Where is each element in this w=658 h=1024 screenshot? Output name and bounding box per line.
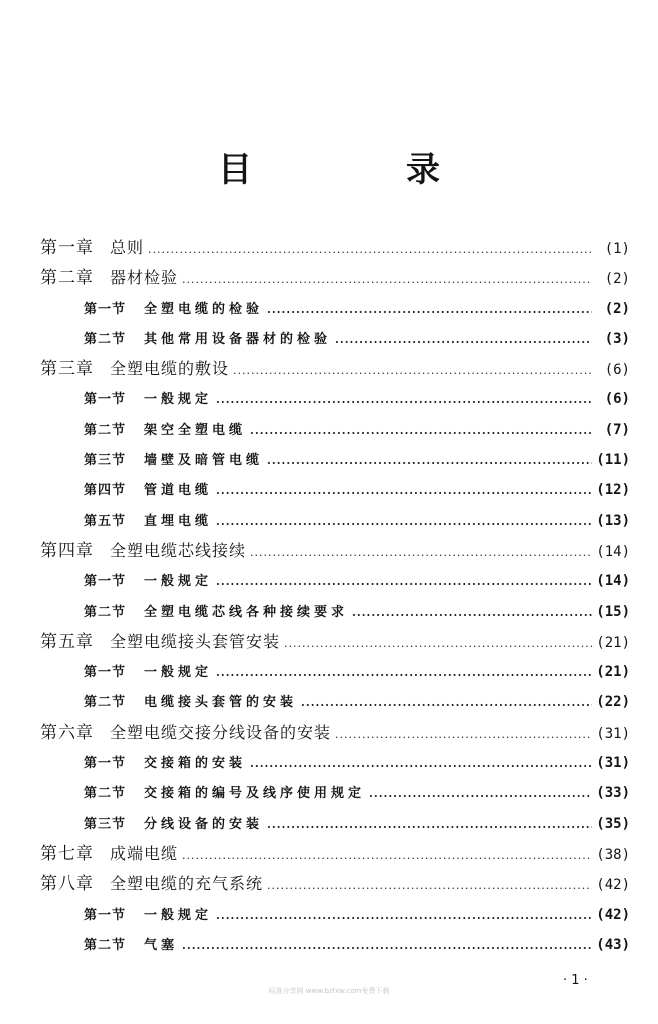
toc-entry-number: 第一节 [84, 301, 127, 317]
dot-leader [216, 567, 592, 597]
toc-section [40, 809, 630, 839]
dot-leader [267, 295, 592, 325]
dot-leader [216, 385, 592, 415]
dot-leader [250, 749, 592, 779]
toc-entry-title: 成端电缆 [110, 843, 179, 863]
toc-entry-title: 交接箱的安装 [144, 756, 247, 772]
toc-entry-title: 全塑电缆接头套管安装 [110, 631, 281, 651]
toc-section [40, 445, 630, 475]
toc-entry-number: 第二章 [40, 268, 94, 289]
toc-entry-number: 第一节 [84, 574, 127, 590]
toc-entry-number: 第一节 [84, 756, 127, 772]
toc-entry-page: (31) [596, 755, 630, 772]
page-number: · 1 · [563, 973, 588, 988]
dot-leader [369, 779, 592, 809]
toc-entry-title: 全塑电缆交接分线设备的安装 [110, 722, 332, 742]
dot-leader [182, 841, 592, 871]
dot-leader [267, 871, 592, 901]
dot-leader [182, 265, 592, 295]
toc-entry-number: 第一节 [84, 392, 127, 408]
toc-entry-page: (42) [596, 877, 630, 894]
toc-entry-page: (3) [604, 330, 630, 347]
toc-entry-title: 架空全塑电缆 [144, 422, 247, 438]
toc-entry-number: 第六章 [40, 722, 94, 743]
toc-entry-page: (31) [596, 725, 630, 742]
toc-chapter [40, 869, 630, 899]
toc-entry-page: (13) [596, 512, 630, 529]
toc-entry-page: (43) [596, 936, 630, 953]
toc-chapter [40, 536, 630, 566]
toc-entry-page: (2) [604, 300, 630, 317]
toc-entry-page: (14) [596, 543, 630, 560]
toc-entry-number: 第五章 [40, 631, 94, 652]
toc-entry-title: 全塑电缆芯线接续 [110, 540, 247, 560]
toc-section [40, 475, 630, 505]
toc-entry-page: (2) [604, 271, 630, 288]
dot-leader [335, 720, 592, 750]
toc-chapter [40, 263, 630, 293]
toc-section [40, 384, 630, 414]
toc-entry-page: (42) [596, 906, 630, 923]
toc-entry-number: 第二节 [84, 695, 127, 711]
toc-section [40, 597, 630, 627]
toc-entry-title: 一般规定 [144, 574, 213, 590]
toc-section [40, 930, 630, 960]
toc-entry-page: (1) [604, 241, 630, 257]
toc-entry-number: 第二节 [84, 331, 127, 347]
toc-entry-title: 电缆接头套管的安装 [144, 695, 298, 711]
toc-entry-title: 全塑电缆的充气系统 [110, 874, 264, 894]
toc-entry-number: 第一节 [84, 665, 127, 681]
toc-entry-number: 第八章 [40, 874, 94, 895]
toc-entry-title: 气塞 [144, 937, 179, 953]
toc-section [40, 687, 630, 717]
toc-entry-page: (22) [596, 694, 630, 711]
toc-section [40, 657, 630, 687]
dot-leader [267, 810, 592, 840]
toc-entry-title: 器材检验 [110, 268, 179, 288]
toc-chapter [40, 233, 630, 263]
toc-entry-number: 第三节 [84, 453, 127, 469]
dot-leader [216, 507, 592, 537]
toc-chapter [40, 839, 630, 869]
toc-entry-title: 一般规定 [144, 665, 213, 681]
toc-entry-number: 第二节 [84, 422, 127, 438]
toc-section [40, 778, 630, 808]
toc-entry-title: 全塑电缆芯线各种接续要求 [144, 604, 349, 620]
toc-entry-title: 全塑电缆的敷设 [110, 359, 230, 379]
toc-entry-number: 第四章 [40, 540, 94, 561]
toc-section [40, 324, 630, 354]
toc-entry-title: 墙壁及暗管电缆 [144, 453, 264, 469]
dot-leader [335, 325, 592, 355]
toc-section [40, 294, 630, 324]
dot-leader [182, 931, 592, 961]
toc-entry-title: 全塑电缆的检验 [144, 301, 264, 317]
toc-entry-page: (21) [596, 634, 630, 651]
toc-section [40, 748, 630, 778]
toc-entry-title: 其他常用设备器材的检验 [144, 331, 332, 347]
toc-entry-page: (6) [604, 362, 630, 379]
toc-entry-number: 第一节 [84, 907, 127, 923]
toc-entry-page: (21) [596, 664, 630, 681]
toc-entry-number: 第一章 [40, 238, 94, 258]
dot-leader [216, 476, 592, 506]
toc-entry-page: (38) [596, 846, 630, 863]
toc-entry-number: 第二节 [84, 786, 127, 802]
toc-entry-page: (11) [596, 452, 630, 469]
watermark-footer: 标准分享网 www.bzfxw.com免费下载 [268, 987, 390, 995]
toc-entry-page: (35) [596, 815, 630, 832]
toc-chapter [40, 627, 630, 657]
dot-leader [352, 598, 592, 628]
toc-chapter [40, 354, 630, 384]
dot-leader [267, 446, 592, 476]
dot-leader [148, 235, 592, 265]
dot-leader [250, 416, 592, 446]
dot-leader [301, 688, 592, 718]
toc-entry-title: 一般规定 [144, 392, 213, 408]
dot-leader [216, 901, 592, 931]
toc-entry-title: 交接箱的编号及线序使用规定 [144, 786, 366, 802]
toc-entry-title: 总则 [110, 238, 145, 257]
toc-section [40, 506, 630, 536]
toc-entry-number: 第四节 [84, 483, 127, 499]
toc-entry-number: 第五节 [84, 513, 127, 529]
toc-entry-title: 一般规定 [144, 907, 213, 923]
dot-leader [216, 658, 592, 688]
dot-leader [284, 629, 592, 659]
toc-entry-page: (7) [604, 421, 630, 438]
toc-entry-page: (12) [596, 482, 630, 499]
toc-entry-number: 第七章 [40, 843, 94, 864]
dot-leader [233, 356, 592, 386]
toc-section [40, 415, 630, 445]
toc-section [40, 566, 630, 596]
toc-entry-page: (33) [596, 785, 630, 802]
toc-entry-number: 第三节 [84, 816, 127, 832]
toc-entry-title: 分线设备的安装 [144, 816, 264, 832]
toc-entry-title: 直埋电缆 [144, 513, 213, 529]
page-title: 目 录 [218, 150, 500, 190]
toc-chapter [40, 718, 630, 748]
toc-entry-number: 第二节 [84, 937, 127, 953]
toc-section [40, 900, 630, 930]
table-of-contents [40, 233, 630, 960]
toc-entry-page: (15) [596, 603, 630, 620]
toc-entry-title: 管道电缆 [144, 483, 213, 499]
toc-entry-number: 第二节 [84, 604, 127, 620]
toc-entry-number: 第三章 [40, 359, 94, 380]
toc-entry-page: (14) [596, 573, 630, 590]
dot-leader [250, 538, 592, 568]
toc-entry-page: (6) [604, 391, 630, 408]
